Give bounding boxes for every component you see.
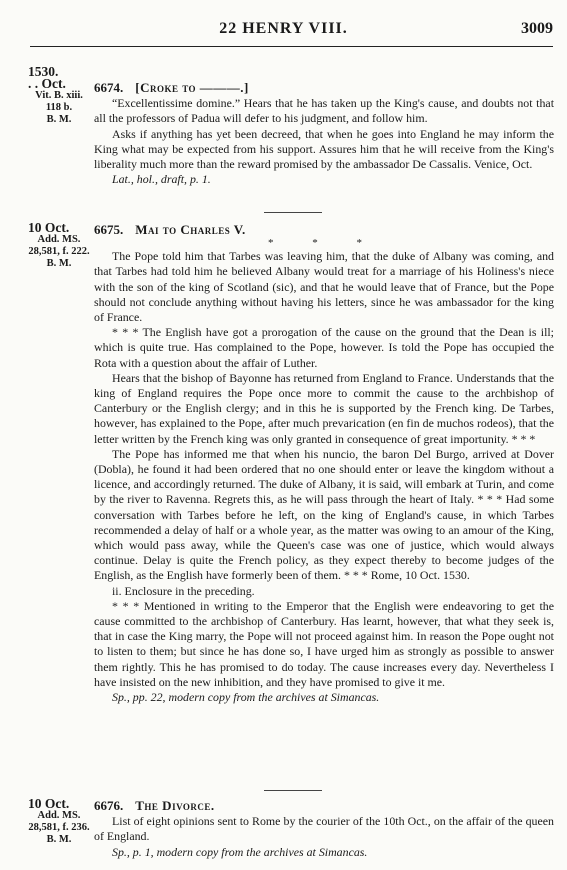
enclosure-heading: ii. Enclosure in the preceding. — [112, 583, 255, 598]
paragraph: List of eight opinions sent to Rome by the courier of the 10th Oct., on the affair of the queen of England. — [94, 814, 554, 844]
entry-number: 6674. — [94, 80, 124, 95]
entry-body — [94, 80, 554, 187]
entry-title: [Croke to ———.] — [135, 80, 249, 95]
paragraph: The Pope has informed me that when his nuncio, the baron Del Burgo, arrived at Dover (Dobla), he found it had been ordered that no one should enter or leave the kingdom without a licence, and accordingly returned. The duke of Albany, it is said, will embark at Turin, and come by the river to Ravenna. Regrets this, as he will pass through the heart of Italy. * * * Had some conversation with Tarbes before he left, on the king of England's cause, in which Tarbes recommended a delay of half or a whole year, as the matter was owing to an amour of the King, which would pass away, while the Queen's case was one of justice, which would always continue. Delay is quite the French policy, as they expect thereby to become judges of the English, as the English have formerly been of them. * * * Rome, 10 Oct. 1530. — [94, 446, 554, 583]
paragraph: Hears that the bishop of Bayonne has returned from England to France. Understands that the king of England requires the Pope once more to commit the cause to the archbishop of Canterbury or the English clergy; and in this he is supported by the French king. De Tarbes, however, has explained to the Pope, after much prevarication (en fin de muchos rodeos), that the letter written by the French king was only granted in consequence of great importunity. * * * — [94, 370, 554, 446]
ellipsis-stars: * * * — [268, 237, 380, 250]
entry-date: 10 Oct. — [28, 220, 70, 235]
paragraph: * * * Mentioned in writing to the Emperor that the English were endeavoring to get the cause committed to the archbishop of Canterbury. Has learnt, however, that what they seek is, that in case the King marry, the Pope will not proceed against him. In reason the Pope ought not to listen to them; but since he has done so, I have urged him as strongly as possible to answer them rightly. This he has promised to do today. The cause increases every day. Nevertheless I have insisted on the new inhibition, and they have promised to give it me. — [94, 598, 554, 689]
entry-separator — [264, 212, 322, 213]
entry-heading — [94, 80, 554, 95]
running-title: 22 HENRY VIII. — [219, 20, 348, 37]
manuscript-reference: Add. MS. 28,581, f. 236. B. M. — [28, 810, 90, 845]
margin-notes — [28, 66, 90, 126]
manuscript-reference: Vit. B. xiii. 118 b. B. M. — [35, 90, 83, 125]
paragraph: * * * The English have got a prorogation of the cause on the ground that the Dean is ill; which is quite true. Has complained to the Pope, however. Is told the Pope has occupied the Rota with a question about the affair of Luther. — [94, 325, 554, 370]
margin-notes — [28, 222, 90, 270]
entry-separator — [264, 790, 322, 791]
entry-date: 10 Oct. — [28, 796, 70, 811]
manuscript-reference: Add. MS. 28,581, f. 222. B. M. — [28, 234, 90, 269]
entry-title: The Divorce. — [135, 798, 215, 813]
paragraph: Asks if anything has yet been decreed, that when he goes into England he may inform the King what may be expected from his support. Assures him that he will receive from the King's liberality much more than the reward promised by the ambassador De Cassalis. Venice, Oct. — [94, 126, 554, 172]
entry-title: Mai to Charles V. — [135, 222, 246, 237]
page-number: 3009 — [521, 20, 553, 37]
entry-body — [94, 222, 554, 705]
source-note: Sp., pp. 22, modern copy from the archives at Simancas. — [112, 690, 380, 705]
header-rule — [30, 46, 553, 47]
source-note: Lat., hol., draft, p. 1. — [112, 172, 211, 187]
entry-number: 6675. — [94, 222, 124, 237]
margin-notes — [28, 798, 90, 846]
entry-date: 1530. . . Oct. — [28, 64, 66, 91]
entry-number: 6676. — [94, 798, 124, 813]
paragraph: “Excellentissime domine.” Hears that he has taken up the King's cause, and doubts not that all the professors of Padua will defer to his judgment, and follow him. — [94, 96, 554, 126]
entry-heading — [94, 222, 554, 237]
entry-body — [94, 798, 554, 860]
entry-heading — [94, 798, 554, 813]
source-note: Sp., p. 1, modern copy from the archives at Simancas. — [112, 844, 368, 859]
paragraph: The Pope told him that Tarbes was leaving him, that the duke of Albany was coming, and that Tarbes had told him he believed Albany would treat for a marriage of his Holiness's niece with the son of the king of Scotland (sic), and that he would leave that of France, but the Pope should not conclude anything without having his letters, since he was ambassador for the king of France. — [94, 249, 554, 325]
